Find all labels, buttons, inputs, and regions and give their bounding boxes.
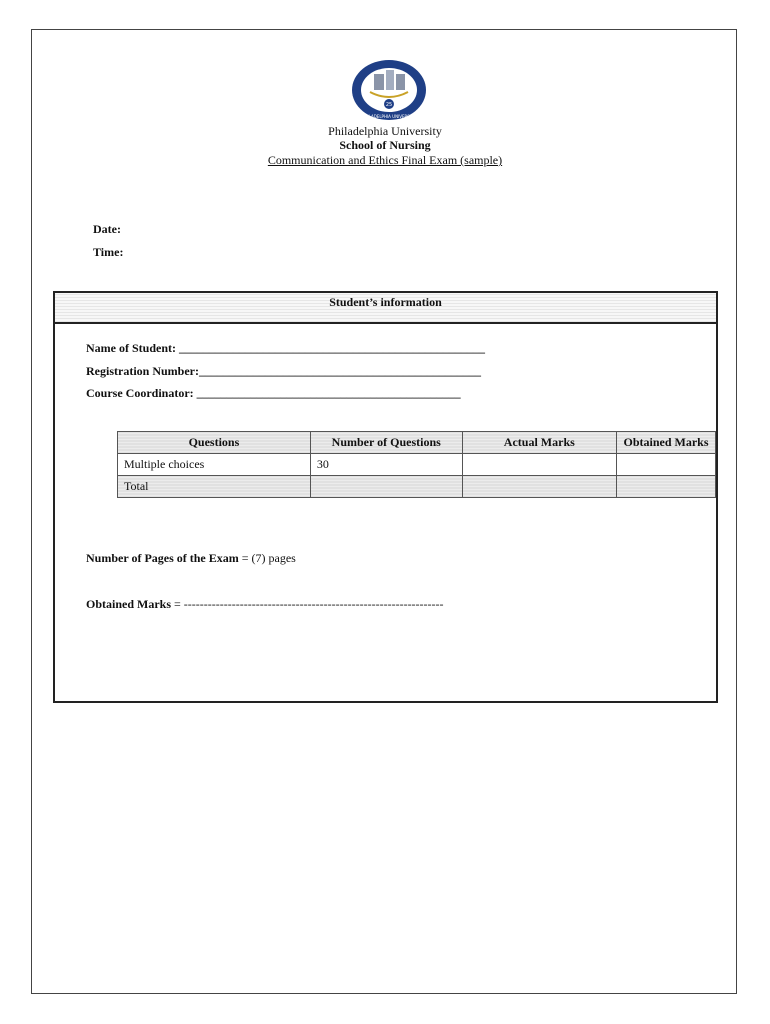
cell-question-count: 30 xyxy=(310,454,462,476)
logo-number: 25 xyxy=(385,102,393,108)
cell-total-actual[interactable] xyxy=(462,476,616,498)
cell-total-label: Total xyxy=(118,476,311,498)
registration-number-field[interactable]: Registration Number:_______________________________________________ xyxy=(86,364,481,378)
student-info-title: Student’s information xyxy=(329,295,442,309)
exam-title: Communication and Ethics Final Exam (sample) xyxy=(267,153,503,167)
pages-note xyxy=(86,551,296,566)
obtained-marks-label: Obtained Marks xyxy=(86,597,172,611)
header-number-of-questions: Number of Questions xyxy=(310,432,462,454)
course-coordinator-field[interactable]: Course Coordinator: ____________________________________________ xyxy=(86,386,461,400)
student-name-field[interactable]: Name of Student: ___________________________________________________ xyxy=(86,341,485,355)
school-name: School of Nursing xyxy=(339,138,431,152)
cell-actual-marks[interactable] xyxy=(462,454,616,476)
header-actual-marks: Actual Marks xyxy=(462,432,616,454)
logo-text: PHILADELPHIA UNIVERSITY xyxy=(362,114,416,119)
student-info-header xyxy=(55,293,716,324)
time-label: Time: xyxy=(93,245,124,259)
table-row xyxy=(118,454,716,476)
cell-question-type: Multiple choices xyxy=(118,454,311,476)
obtained-marks-value[interactable]: = ----------------------------------------------------------------- xyxy=(171,597,444,611)
header-obtained-marks: Obtained Marks xyxy=(616,432,715,454)
cell-total-count xyxy=(310,476,462,498)
header-questions: Questions xyxy=(118,432,311,454)
table-row-total xyxy=(118,476,716,498)
date-label: Date: xyxy=(93,222,121,236)
pages-note-value: = (7) pages xyxy=(238,551,296,565)
cell-obtained-marks[interactable] xyxy=(616,454,715,476)
obtained-marks-note xyxy=(86,597,444,612)
pages-note-label: Number of Pages of the Exam xyxy=(86,551,239,565)
student-info-box xyxy=(53,291,718,703)
university-name: Philadelphia University xyxy=(328,124,442,138)
university-logo xyxy=(350,58,428,122)
cell-total-obtained[interactable] xyxy=(616,476,715,498)
table-header-row xyxy=(118,432,716,454)
marks-table xyxy=(117,431,716,498)
